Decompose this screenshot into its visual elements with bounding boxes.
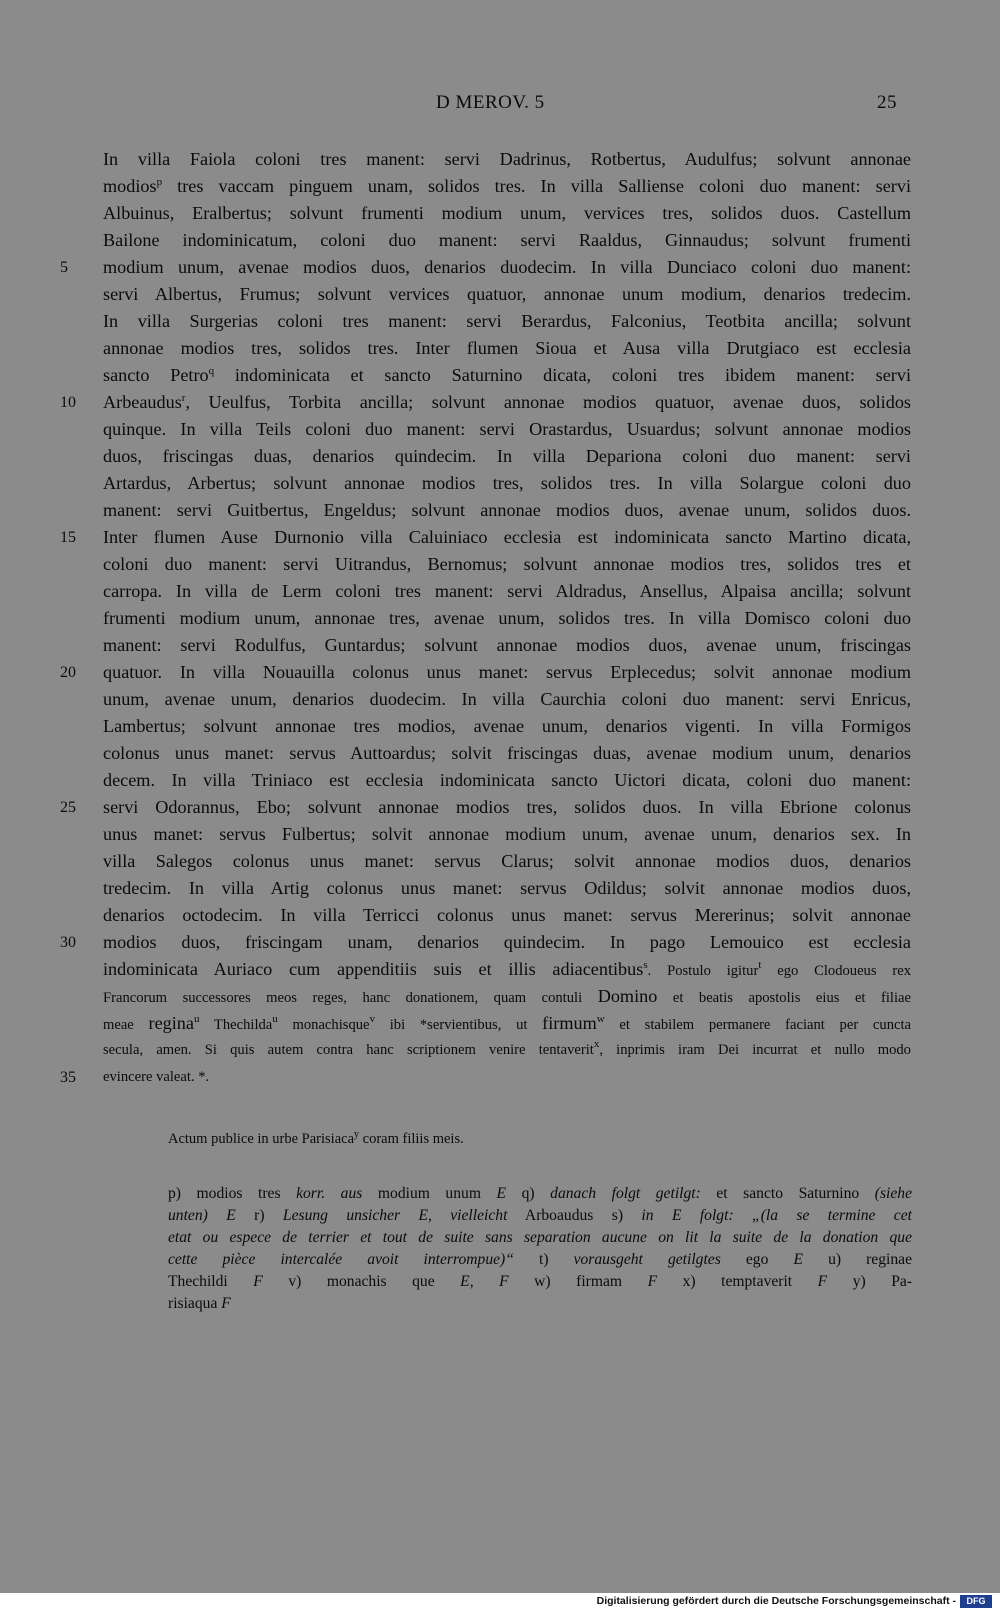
text-line xyxy=(103,524,911,551)
line-number: 10 xyxy=(60,394,76,411)
footer-credit: Digitalisierung gefördert durch die Deutsche Forschungsgemeinschaft - xyxy=(596,1595,956,1607)
footnote-mark: w xyxy=(596,1013,605,1025)
note-italic: F xyxy=(221,1295,231,1312)
footnote-mark: t xyxy=(758,959,762,971)
note-italic: F xyxy=(647,1273,658,1290)
footnote-mark: r xyxy=(181,392,186,404)
note-text: risiaqua xyxy=(168,1295,222,1312)
page-header xyxy=(0,92,1000,122)
footnote-mark: x xyxy=(593,1038,600,1050)
line-text: evincere valeat. *. xyxy=(103,1069,210,1085)
line-text: servi Odorannus, Ebo; solvunt annonae modios tres, solidos duos. In villa Ebrione colonus xyxy=(103,797,911,817)
note-text: Thechildi xyxy=(168,1273,254,1290)
line-number: 15 xyxy=(60,529,76,546)
note-italic: korr. aus xyxy=(296,1185,363,1202)
line-text: . Postulo igitur xyxy=(647,963,759,979)
text-line xyxy=(103,686,911,713)
line-number: 20 xyxy=(60,664,76,681)
text-line xyxy=(103,470,911,497)
text-line xyxy=(103,227,911,254)
line-text: servi Albertus, Frumus; solvunt vervices quatuor, annonae unum modium, denarios tredecim. xyxy=(103,284,911,304)
line-text: Lambertus; solvunt annonae tres modios, avenae unum, denarios vigenti. In villa Formigos xyxy=(103,716,911,736)
text-line xyxy=(103,443,911,470)
line-text: coloni duo manent: servi Uitrandus, Bernomus; solvunt annonae modios tres, solidos tres et xyxy=(103,554,911,574)
footnote-mark: u xyxy=(193,1013,200,1025)
line-text: decem. In villa Triniaco est ecclesia indominicata sancto Uictori dicata, coloni duo manent: xyxy=(103,770,911,790)
line-text: sancto Petro xyxy=(103,365,209,385)
note-text: et sancto Saturnino xyxy=(700,1185,875,1202)
text-line xyxy=(103,416,911,443)
note-text: t) xyxy=(539,1251,574,1268)
footnote-mark: v xyxy=(369,1013,376,1025)
text-line xyxy=(103,389,911,416)
line-text: unus manet: servus Fulbertus; solvit annonae modium unum, avenae unum, denarios sex. In xyxy=(103,824,911,844)
line-text: tres vaccam pinguem unam, solidos tres. In villa Salliense coloni duo manent: servi xyxy=(162,176,911,196)
line-number: 5 xyxy=(60,259,68,276)
text-line xyxy=(103,659,911,686)
text-line xyxy=(103,875,911,902)
line-number: 35 xyxy=(60,1069,76,1086)
line-text: carropa. In villa de Lerm coloni tres manent: servi Aldradus, Ansellus, Alpaisa ancilla; solvunt xyxy=(103,581,911,601)
line-number: 30 xyxy=(60,934,76,951)
text-line xyxy=(103,767,911,794)
footnote-mark: p xyxy=(156,176,163,188)
line-text: modios duos, friscingam unam, denarios quindecim. In pago Lemouico est ecclesia xyxy=(103,932,911,952)
note-text: w) firmam xyxy=(534,1273,648,1290)
line-text: modios xyxy=(103,176,157,196)
page-number: 25 xyxy=(877,92,897,113)
note-italic: E, F xyxy=(460,1273,509,1290)
text-line xyxy=(103,794,911,821)
note-text: s) xyxy=(611,1207,642,1224)
line-text: meae xyxy=(103,1017,149,1033)
line-text: denarios octodecim. In villa Terricci colonus unus manet: servus Mererinus; solvit annonae xyxy=(103,905,911,925)
line-text: et stabilem permanere faciant per cuncta xyxy=(604,1017,911,1033)
line-text: modium unum, avenae modios duos, denarios duodecim. In villa Dunciaco coloni duo manent: xyxy=(103,257,911,277)
text-line xyxy=(103,308,911,335)
line-text: manent: servi Rodulfus, Guntardus; solvunt annonae modios duos, avenae unum, friscingas xyxy=(103,635,911,655)
text-line xyxy=(103,362,911,389)
line-text: et beatis apostolis eius et filiae xyxy=(657,990,911,1006)
actum-text: coram filiis meis. xyxy=(359,1131,464,1147)
line-number: 25 xyxy=(60,799,76,816)
note-italic: F xyxy=(817,1273,828,1290)
digitization-footer xyxy=(0,1593,1000,1611)
note-text: modium unum xyxy=(362,1185,497,1202)
line-text: tredecim. In villa Artig colonus unus manet: servus Odildus; solvit annonae modios duos, xyxy=(103,878,911,898)
text-line xyxy=(103,281,911,308)
line-text: manent: servi Guitbertus, Engeldus; solvunt annonae modios duos, avenae unum, solidos duos. xyxy=(103,500,911,520)
note-line xyxy=(168,1293,912,1315)
text-line xyxy=(103,983,911,1010)
note-line xyxy=(168,1249,912,1271)
note-text: q) xyxy=(521,1185,551,1202)
line-text: secula, amen. Si quis autem contra hanc scriptionem venire tentaverit xyxy=(103,1042,594,1058)
line-text: , inprimis iram Dei incurrat et nullo modo xyxy=(599,1042,911,1058)
running-title: D MEROV. 5 xyxy=(436,92,545,113)
text-line xyxy=(103,578,911,605)
note-italic: F xyxy=(253,1273,263,1290)
actum-text: Actum publice in urbe Parisiaca xyxy=(168,1131,355,1147)
line-text: In villa Surgerias coloni tres manent: servi Berardus, Falconius, Teotbita ancilla; solvunt xyxy=(103,311,911,331)
line-text: Domino xyxy=(597,986,658,1006)
note-line xyxy=(168,1227,912,1249)
text-line xyxy=(103,740,911,767)
text-line xyxy=(103,929,911,956)
text-line xyxy=(103,632,911,659)
note-italic: vorausgeht getilgtes xyxy=(573,1251,721,1268)
text-line xyxy=(103,335,911,362)
note-line xyxy=(168,1205,912,1227)
line-text: , Ueulfus, Torbita ancilla; solvunt annonae modios quatuor, avenae duos, solidos xyxy=(185,392,911,412)
footnote-mark: s xyxy=(643,959,648,971)
note-italic: unten) E xyxy=(168,1207,236,1224)
text-line xyxy=(103,956,911,983)
line-text: Bailone indominicatum, coloni duo manent: servi Raaldus, Ginnaudus; solvunt frumenti xyxy=(103,230,911,250)
text-line xyxy=(103,713,911,740)
line-text: unum, avenae unum, denarios duodecim. In villa Caurchia coloni duo manent: servi Enricus, xyxy=(103,689,911,709)
line-text: colonus unus manet: servus Auttoardus; solvit friscingas duas, avenae modium unum, denarios xyxy=(103,743,911,763)
note-text: Arboaudus xyxy=(507,1207,594,1224)
note-text: y) Pa- xyxy=(852,1273,913,1290)
line-text: Inter flumen Ause Durnonio villa Caluiniaco ecclesia est indominicata sancto Martino dicata, xyxy=(103,527,911,547)
line-text: Francorum successores meos reges, hanc donationem, quam contuli xyxy=(103,990,598,1006)
line-text: duos, friscingas duas, denarios quindecim. In villa Depariona coloni duo manent: servi xyxy=(103,446,911,466)
note-italic: E xyxy=(793,1251,803,1268)
text-line xyxy=(103,497,911,524)
text-line xyxy=(103,173,911,200)
note-italic: danach folgt getilgt: xyxy=(550,1185,701,1202)
line-text: Arbeaudus xyxy=(103,392,182,412)
line-text: ibi *servientibus, ut xyxy=(375,1017,543,1033)
note-italic: E xyxy=(496,1185,507,1202)
line-text: regina xyxy=(148,1013,194,1033)
critical-apparatus xyxy=(168,1183,912,1315)
note-italic: cette pièce intercalée avoit interrompue)“ xyxy=(168,1251,514,1268)
line-text: quatuor. In villa Nouauilla colonus unus manet: servus Erplecedus; solvit annonae modium xyxy=(103,662,911,682)
note-italic: in E folgt: „(la se termine cet xyxy=(641,1207,912,1224)
text-line xyxy=(103,1010,911,1037)
line-text: indominicata Auriaco cum appenditiis suis et illis adiacentibus xyxy=(103,959,644,979)
dfg-logo-icon: DFG xyxy=(960,1595,992,1608)
note-text: u) reginae xyxy=(828,1251,913,1268)
note-italic: (siehe xyxy=(874,1185,912,1202)
note-italic: Lesung unsicher E, vielleicht xyxy=(282,1207,508,1224)
note-text: p) modios tres xyxy=(168,1185,297,1202)
footnote-mark: y xyxy=(354,1129,360,1140)
note-text: v) monachis que xyxy=(288,1273,461,1290)
note-text: r) xyxy=(254,1207,283,1224)
text-line xyxy=(103,1064,911,1091)
line-text: ego Clodoueus rex xyxy=(761,963,911,979)
line-text: In villa Faiola coloni tres manent: servi Dadrinus, Rotbertus, Audulfus; solvunt annonae xyxy=(103,149,911,169)
note-line xyxy=(168,1183,912,1205)
line-text: villa Salegos colonus unus manet: servus Clarus; solvit annonae modios duos, denarios xyxy=(103,851,911,871)
note-italic: etat ou espece de terrier et tout de suite sans separation aucune on lit la suite de la donation que xyxy=(168,1229,912,1246)
line-text: monachisque xyxy=(277,1017,370,1033)
text-line xyxy=(103,1037,911,1064)
text-line xyxy=(103,848,911,875)
text-line xyxy=(103,605,911,632)
text-line xyxy=(103,254,911,281)
note-text: ego xyxy=(720,1251,794,1268)
line-text: Artardus, Arbertus; solvunt annonae modios tres, solidos tres. In villa Solargue coloni duo xyxy=(103,473,911,493)
text-line xyxy=(103,551,911,578)
note-line xyxy=(168,1271,912,1293)
text-line xyxy=(103,146,911,173)
line-text: firmum xyxy=(542,1013,597,1033)
text-line xyxy=(103,200,911,227)
line-text: frumenti modium unum, annonae tres, avenae unum, solidos tres. In villa Domisco coloni duo xyxy=(103,608,911,628)
line-text: Albuinus, Eralbertus; solvunt frumenti modium unum, vervices tres, solidos duos. Castellum xyxy=(103,203,911,223)
text-line xyxy=(103,821,911,848)
line-text: Thechilda xyxy=(199,1017,273,1033)
line-text: quinque. In villa Teils coloni duo manent: servi Orastardus, Usuardus; solvunt annonae modios xyxy=(103,419,911,439)
line-text: indominicata et sancto Saturnino dicata, coloni tres ibidem manent: servi xyxy=(214,365,911,385)
footnote-mark: u xyxy=(272,1013,278,1025)
footnote-mark: q xyxy=(208,365,215,377)
text-line xyxy=(103,902,911,929)
note-text: x) temptaverit xyxy=(682,1273,818,1290)
actum-line xyxy=(168,1128,464,1150)
line-text: annonae modios tres, solidos tres. Inter flumen Sioua et Ausa villa Drutgiaco est ecclesia xyxy=(103,338,911,358)
